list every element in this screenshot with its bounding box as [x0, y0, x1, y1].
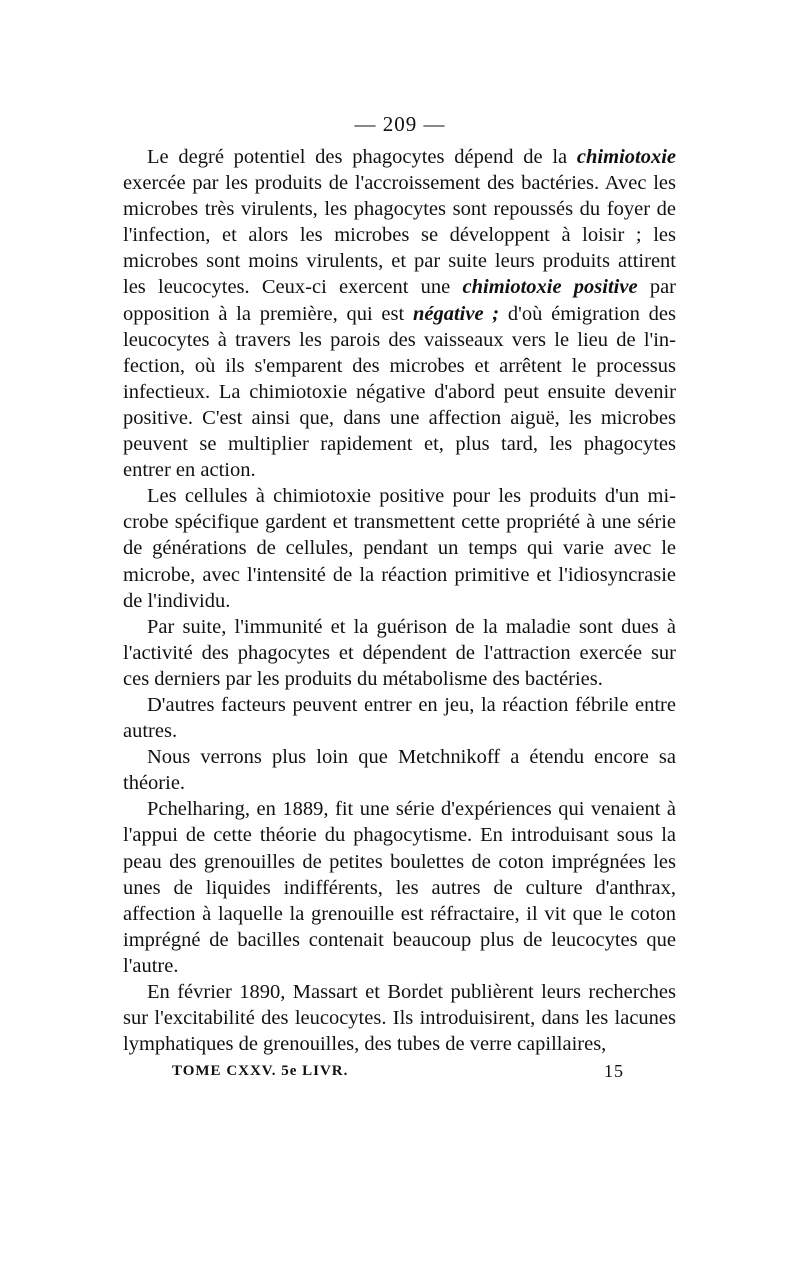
paragraph	[123, 979, 676, 1057]
body-text	[123, 144, 676, 1057]
footer-signature: 15	[604, 1061, 624, 1081]
text-run: Par suite, l'immunité et la guérison de la maladie sont dues à l'activité des phagocytes et dépendent de l'attraction exercée sur ces derniers par les produits du métabolisme des bactéries.	[123, 615, 676, 690]
page-number: — 209 —	[354, 112, 446, 136]
text-run: d'où émigration des leucocytes à travers les parois des vaisseaux vers le lieu de l'infection, où ils s'emparent des microbes et arrêtent le processus infectieux. La chimiotoxie négative d'abord peut ensuite devenir positive. C'est ainsi que, dans une affection aiguë, les microbes peuvent se multiplier rapidement et, plus tard, les phagocytes entrer en action.	[123, 302, 676, 482]
text-run: En février 1890, Massart et Bordet publièrent leurs recherches sur l'excitabilité des leucocytes. Ils introduisirent, dans les lacunes lymphatiques de grenouilles, des tubes de verre capillaires,	[123, 981, 676, 1056]
text-run: Nous verrons plus loin que Metchnikoff a étendu encore sa théorie.	[123, 746, 676, 795]
italic-term: chimiotoxie	[576, 146, 676, 168]
text-run: Pchelharing, en 1889, fit une série d'expériences qui venaient à l'appui de cette théorie du phagocytisme. En introduisant sous la peau des grenouilles de petites boulettes de coton imprégnées les unes de liquides indifférents, les autres de culture d'anthrax, affection à laquelle la grenouille est réfractaire, il vit que le coton imprégné de bacilles contenait beaucoup plus de leucocytes que l'autre.	[123, 798, 676, 977]
paragraph	[123, 483, 676, 613]
paragraph	[123, 744, 676, 796]
paragraph	[123, 796, 676, 979]
text-run: Les cellules à chimiotoxie positive pour les produits d'un microbe spécifique gardent et transmettent cette propriété à une série de générations de cellules, pendant un temps qui varie avec le microbe, avec l'intensité de la réaction primitive et l'idiosyncrasie de l'individu.	[123, 485, 676, 612]
italic-term: négative ;	[412, 302, 500, 325]
italic-term: chimiotoxie positive	[462, 276, 638, 299]
text-run: D'autres facteurs peuvent entrer en jeu, la réaction fébrile entre autres.	[123, 693, 676, 743]
paragraph	[123, 692, 676, 744]
paragraph	[123, 614, 676, 692]
text-run: par opposition à la première, qui est	[123, 276, 676, 325]
text-run: exercée par les produits de l'accroissement des bactéries. Avec les microbes très virulents, les phagocytes sont repoussés du foyer de l'infection, et alors les microbes se développent à loisir ; les microbes sont moins virulents, et par suite leurs produits attirent les leucocytes. Ceux-ci exercent une	[123, 172, 676, 299]
paragraph	[123, 144, 676, 483]
footer-volume: TOME CXXV. 5e LIVR.	[172, 1063, 349, 1079]
text-run: Le degré potentiel des phagocytes dépend de la	[147, 146, 577, 168]
